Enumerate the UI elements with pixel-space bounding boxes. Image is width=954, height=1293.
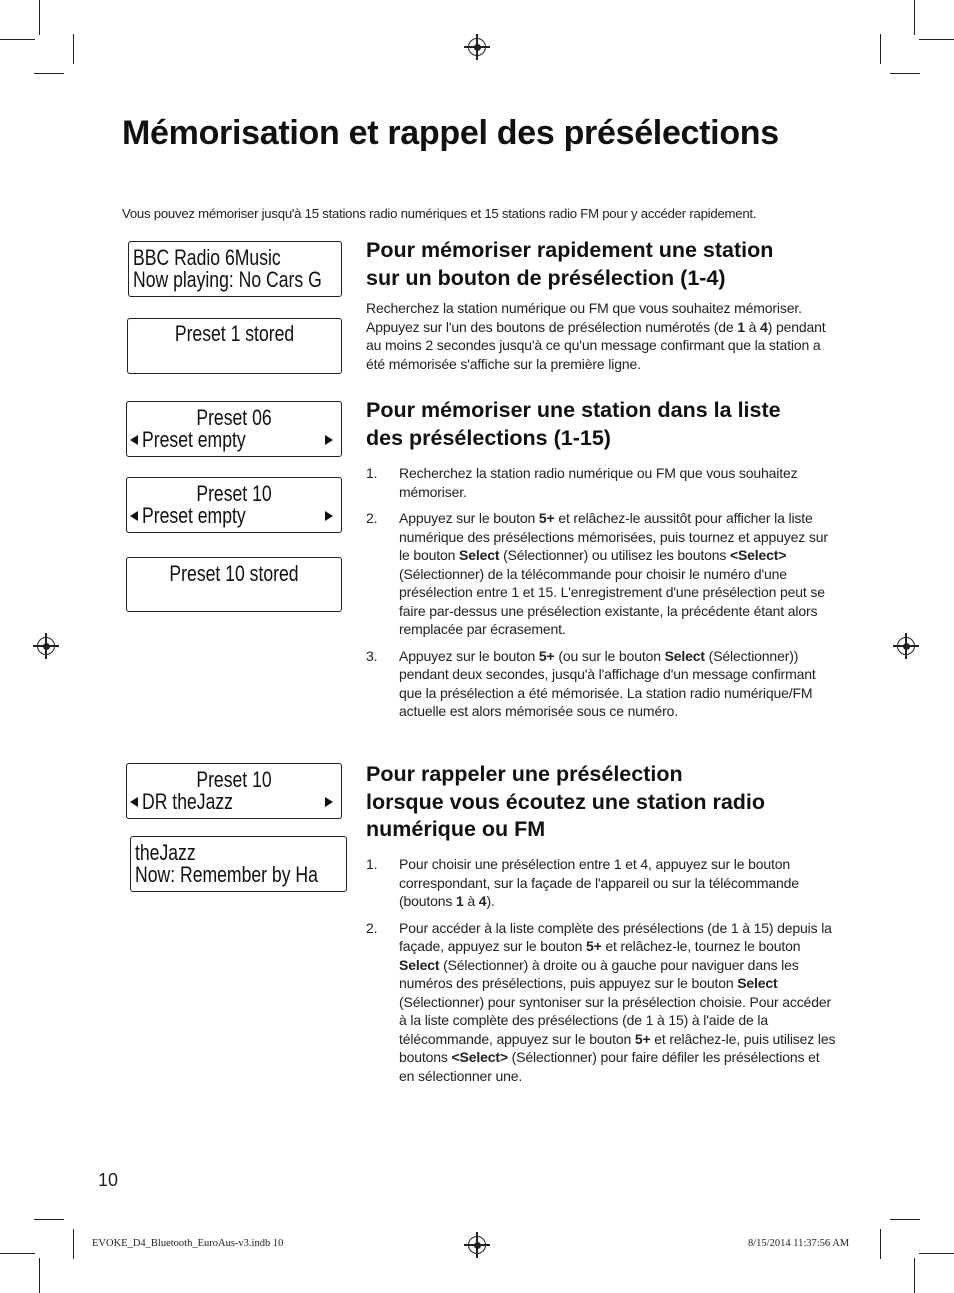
text: Appuyez sur le bouton [399, 647, 539, 664]
text: Pour choisir une présélection entre 1 et 4, appuyez sur le bouton correspondant, sur la façade de l'appareil ou sur la télécommande (boutons [399, 856, 799, 909]
crop-mark [34, 1219, 64, 1220]
section-heading [366, 761, 765, 844]
heading-line: lorsque vous écoutez une station radio [366, 789, 766, 814]
bold-text: Select [459, 547, 500, 563]
lcd-display [127, 318, 342, 374]
crop-mark [880, 34, 881, 64]
crop-mark [0, 39, 35, 40]
heading-line: Pour mémoriser rapidement une station [366, 238, 774, 262]
bold-text: <Select> [729, 547, 787, 563]
crop-mark [914, 0, 915, 35]
lcd-display [126, 557, 342, 612]
list-item [366, 464, 836, 501]
intro-text: Vous pouvez mémoriser jusqu'à 15 stations radio numériques et 15 stations radio FM pour y accéder rapidement. [122, 206, 757, 221]
heading-line: Pour mémoriser une station dans la liste [366, 398, 781, 422]
bold-text: 5+ [585, 938, 602, 954]
text: Recherchez la station radio numérique ou FM que vous souhaitez mémoriser. [399, 465, 798, 500]
text: ) pendant au moins 2 secondes jusqu'à ce qu'un message confirmant que la station a été mémorisée s'affiche sur la première ligne. [366, 318, 826, 372]
lcd-line: BBC Radio 6Music [133, 245, 281, 270]
lcd-display [126, 477, 342, 533]
footer-filename: EVOKE_D4_Bluetooth_EuroAus-v3.indb 10 [92, 1238, 284, 1249]
crop-mark [880, 1229, 881, 1259]
arrow-right-icon [325, 511, 333, 521]
step-number: 3. [366, 647, 378, 664]
crop-mark [0, 1253, 35, 1254]
page-title: Mémorisation et rappel des présélections [122, 114, 779, 152]
text: (Sélectionner) ou utilisez les boutons [499, 547, 730, 563]
text: et relâchez-le, tournez le bouton [601, 938, 801, 954]
lcd-line: Preset empty [142, 427, 246, 452]
lcd-line: DR theJazz [142, 789, 233, 814]
registration-mark-icon [468, 1236, 486, 1254]
lcd-line: Now playing: No Cars G [133, 267, 322, 292]
crop-mark [34, 73, 64, 74]
crop-mark [890, 73, 920, 74]
heading-line: sur un bouton de présélection (1-4) [366, 265, 726, 290]
text: (Sélectionner) pour faire défiler les présélections et en sélectionner une. [399, 1049, 820, 1084]
bold-text: Select [664, 647, 705, 664]
arrow-left-icon [130, 511, 138, 521]
crop-mark [73, 1229, 74, 1259]
step-number: 1. [366, 465, 378, 481]
footer-timestamp: 8/15/2014 11:37:56 AM [748, 1238, 850, 1249]
list-item [366, 919, 836, 1086]
bold-text: Select [399, 956, 440, 973]
bold-text: 1 [456, 893, 464, 909]
text: (ou sur le bouton [554, 647, 665, 664]
lcd-display [126, 763, 342, 819]
bold-text: Select [737, 975, 778, 991]
bold-text: 5+ [538, 647, 555, 664]
registration-mark-icon [897, 637, 915, 655]
heading-line: des présélections (1-15) [366, 425, 611, 450]
lcd-display [130, 836, 347, 892]
text: à [463, 893, 479, 909]
lcd-line: Preset 10 [196, 767, 272, 792]
bold-text: 1 [737, 318, 745, 335]
lcd-line: Preset 10 [196, 481, 272, 506]
arrow-right-icon [325, 435, 333, 445]
crop-mark [919, 1253, 954, 1254]
arrow-left-icon [130, 435, 138, 445]
text: à [744, 318, 761, 335]
heading-line: Pour rappeler une présélection [366, 762, 683, 786]
lcd-line: Preset 1 stored [174, 321, 295, 346]
step-number: 1. [366, 856, 378, 872]
section-heading [366, 237, 773, 292]
crop-mark [73, 34, 74, 64]
list-item [366, 855, 836, 911]
steps-list [366, 855, 836, 1093]
bold-text: 4 [760, 318, 768, 335]
registration-mark-icon [37, 637, 55, 655]
lcd-line: Preset 06 [196, 405, 272, 430]
crop-mark [914, 1258, 915, 1293]
registration-mark-icon [468, 38, 486, 56]
text: Pour accéder à la liste complète des présélections (de 1 à 15) depuis la façade, appuyez sur le bouton [399, 919, 832, 954]
text: ). [486, 893, 495, 909]
lcd-display [126, 401, 342, 457]
lcd-line: theJazz [135, 840, 196, 865]
text: Recherchez la station numérique ou FM que vous souhaitez mémoriser. Appuyez sur l'un des boutons de présélection numérotés (de [366, 300, 802, 335]
list-item [366, 647, 836, 721]
arrow-right-icon [325, 797, 333, 807]
lcd-line: Preset 10 stored [169, 561, 299, 586]
crop-mark [39, 0, 40, 35]
bold-text: <Select> [451, 1049, 508, 1065]
heading-line: numérique ou FM [366, 817, 546, 841]
crop-mark [39, 1258, 40, 1293]
lcd-line: Preset empty [142, 503, 246, 528]
text: et relâchez-le, puis utilisez les boutons [399, 1030, 836, 1065]
step-number: 2. [366, 510, 378, 526]
text: et relâchez-le aussitôt pour afficher la liste numérique des présélections mémorisées, puis tournez et appuyez sur le bouton [399, 510, 828, 563]
text: (Sélectionner) à droite ou à gauche pour naviguer dans les numéros des présélections, puis appuyez sur le bouton [399, 956, 799, 991]
bold-text: 5+ [634, 1030, 651, 1047]
lcd-line: Now: Remember by Ha [135, 862, 318, 887]
lcd-display [128, 241, 342, 297]
text: (Sélectionner) de la télécommande pour choisir le numéro d'une présélection entre 1 et 15. L'enregistrement d'une présélection peut se faire par-dessus une présélection existante, la précédente étant alors remplacée par écrasement. [399, 565, 825, 637]
steps-list [366, 464, 836, 729]
text: (Sélectionner) pour syntoniser sur la présélection choisie. Pour accéder à la liste complète des présélections (de 1 à 15) à l'aide de la télécommande, appuyez sur le bouton [399, 993, 831, 1047]
page-number: 10 [98, 1170, 119, 1190]
step-number: 2. [366, 919, 378, 936]
section-body [366, 299, 836, 373]
text: (Sélectionner)) pendant deux secondes, jusqu'à l'affichage d'un message confirmant que la présélection a été mémorisée. La station radio numérique/FM actuelle est alors mémorisée sous ce numéro. [399, 647, 816, 719]
crop-mark [919, 39, 954, 40]
bold-text: 4 [478, 893, 487, 909]
section-heading [366, 397, 781, 452]
list-item [366, 509, 836, 639]
bold-text: 5+ [538, 510, 555, 526]
crop-mark [890, 1219, 920, 1220]
text: Appuyez sur le bouton [399, 510, 539, 526]
arrow-left-icon [130, 797, 138, 807]
